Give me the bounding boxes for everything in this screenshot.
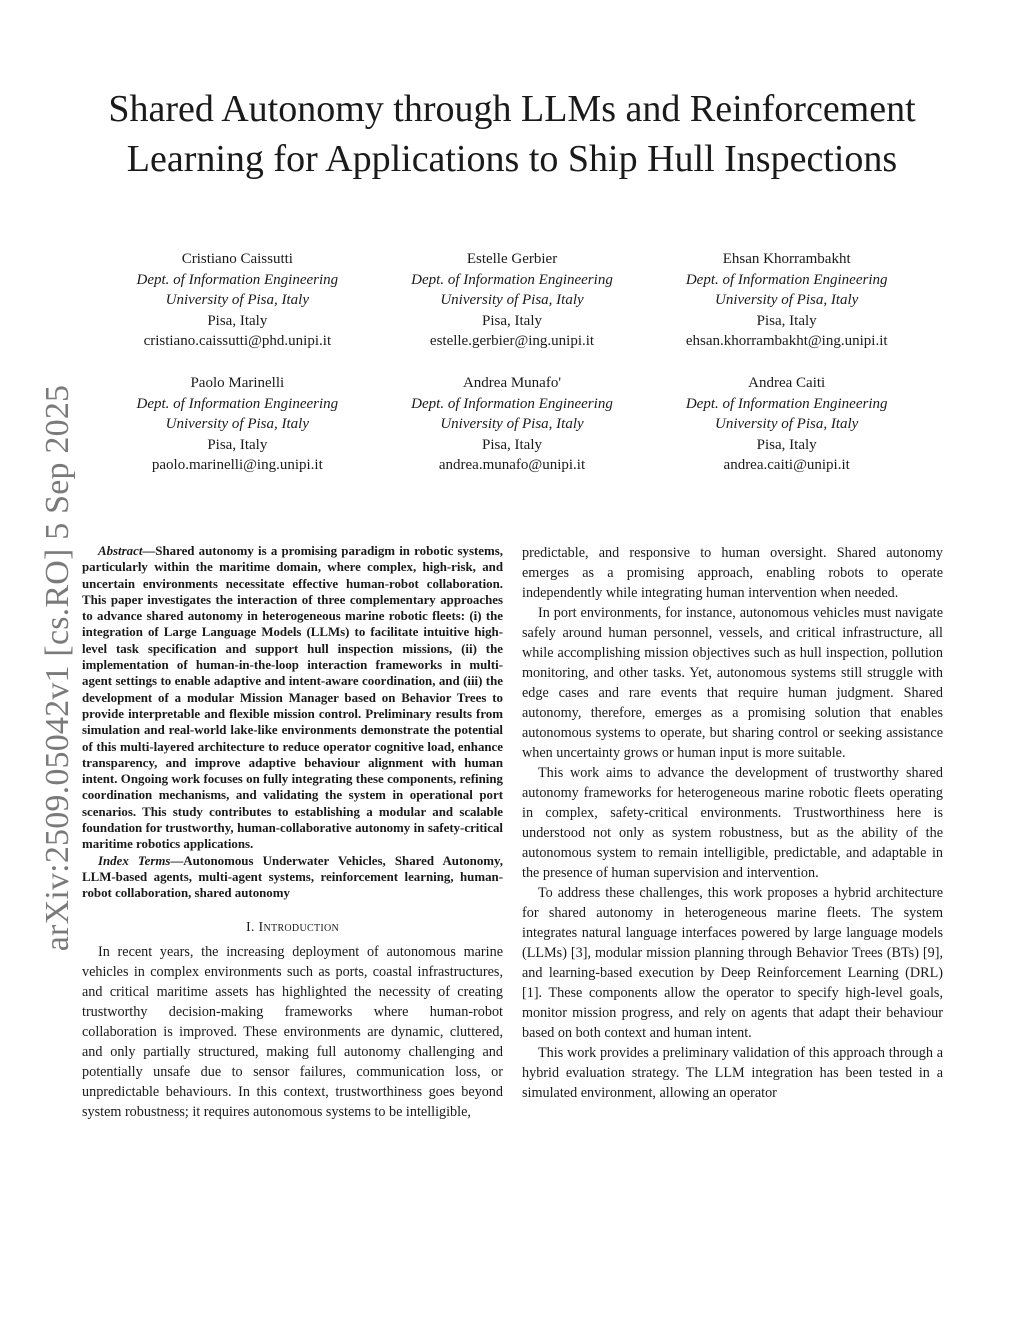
section-heading-introduction: [82, 920, 503, 936]
author-name: Ehsan Khorrambakht: [722, 251, 851, 267]
abstract: [82, 543, 503, 853]
right-column: [522, 543, 943, 1103]
author-university: University of Pisa, Italy: [165, 292, 309, 308]
author-block: [649, 373, 924, 476]
author-email: andrea.caiti@unipi.it: [723, 457, 850, 473]
author-city: Pisa, Italy: [482, 436, 542, 453]
author-block: [100, 373, 375, 476]
author-city: Pisa, Italy: [482, 312, 542, 329]
abstract-text: —Shared autonomy is a promising paradigm in robotic systems, particularly within the maritime domain, where complex, high-risk, and uncertain environments necessitate effective human-robot collaboration. This paper investigates the interaction of three complementary approaches to advance shared autonomy in heterogeneous marine robotic fleets: (i) the integration of Large Language Models (LLMs) to facilitate intuitive high-level task specification and support hull inspection missions, (ii) the implementation of human-in-the-loop interaction frameworks in multi-agent settings to enable adaptive and intent-aware coordination, and (iii) the development of a modular Mission Manager based on Behavior Trees to provide interpretable and flexible mission control. Preliminary results from simulation and real-world lake-like environments demonstrate the potential of this multi-layered architecture to reduce operator cognitive load, enhance transparency, and improve adaptive behaviour alignment with human intent. Ongoing work focuses on fully integrating these components, refining coordination mechanisms, and validating the system in operational port scenarios. This study contributes to establishing a modular and scalable foundation for trustworthy, human-collaborative autonomy in safety-critical maritime robotics applications.: [82, 544, 503, 852]
author-block: [375, 373, 650, 476]
author-email: cristiano.caissutti@phd.unipi.it: [143, 333, 332, 349]
author-university: University of Pisa, Italy: [715, 292, 859, 308]
arxiv-identifier-stamp: arXiv:2509.05042v1 [cs.RO] 5 Sep 2025: [39, 384, 76, 952]
body-paragraph: In recent years, the increasing deployment of autonomous marine vehicles in complex environments such as ports, coastal infrastructures, and critical maritime assets has highlighted the necessity of creating trustworthy decision-making frameworks where human-robot collaboration is improved. These environments are dynamic, cluttered, and only partially structured, making full autonomy challenging and potentially unsafe due to sensor failures, communication loss, or unpredictable behaviours. In this context, trustworthiness goes beyond system robustness; it requires autonomous systems to be intelligible,: [82, 943, 503, 1120]
body-paragraph: This work provides a preliminary validation of this approach through a hybrid evaluation strategy. The LLM integration has been tested in a simulated environment, allowing an operator: [522, 1045, 943, 1101]
author-city: Pisa, Italy: [207, 312, 268, 329]
author-university: University of Pisa, Italy: [440, 416, 584, 432]
left-column: [82, 543, 503, 1122]
author-dept: Dept. of Information Engineering: [685, 395, 888, 412]
author-name: Estelle Gerbier: [466, 251, 558, 267]
author-email: ehsan.khorrambakht@ing.unipi.it: [685, 333, 888, 349]
body-paragraph: To address these challenges, this work proposes a hybrid architecture for shared autonomy in heterogeneous marine fleets. The system integrates natural language interfaces powered by large language models (LLMs) [3], modular mission planning through Behavior Trees (BTs) [9], and learning-based execution by Deep Reinforcement Learning (DRL) [1]. These components allow the operator to specify high-level goals, monitor mission progress, and rely on agents that adapt their behaviour based on both context and human intent.: [522, 885, 943, 1041]
author-email: andrea.munafo@unipi.it: [438, 457, 586, 473]
author-dept: Dept. of Information Engineering: [136, 271, 339, 288]
author-block: [100, 249, 375, 352]
body-paragraph: This work aims to advance the development of trustworthy shared autonomy frameworks for heterogeneous marine robotic fleets operating in complex, safety-critical environments. Trustworthiness here is understood not only as system robustness, but as the ability of the autonomous system to remain intelligible, predictable, and adaptable in the presence of human supervision and intervention.: [522, 765, 943, 881]
index-terms-label: Index Terms: [98, 853, 171, 868]
author-name: Andrea Munafo': [462, 375, 562, 391]
body-paragraph: In port environments, for instance, autonomous vehicles must navigate safely around human personnel, vessels, and critical infrastructure, all while accomplishing mission objectives such as hull inspection, pollution monitoring, and other tasks. Yet, autonomous systems still struggle with edge cases and rare events that require human judgment. Shared autonomy, therefore, emerges as a promising solution that enables autonomous systems to operate, but sharing control or seeking assistance when uncertainty grows or human input is more suitable.: [522, 605, 943, 761]
author-city: Pisa, Italy: [756, 436, 817, 453]
author-row-2: [100, 373, 924, 476]
author-name: Andrea Caiti: [748, 375, 826, 391]
author-dept: Dept. of Information Engineering: [411, 271, 613, 288]
author-city: Pisa, Italy: [756, 312, 817, 329]
abstract-label: Abstract: [98, 544, 143, 558]
index-terms: [82, 853, 503, 902]
author-name: Paolo Marinelli: [190, 375, 285, 391]
author-university: University of Pisa, Italy: [440, 292, 584, 308]
author-dept: Dept. of Information Engineering: [136, 395, 339, 412]
paper-title: Shared Autonomy through LLMs and Reinforcement Learning for Applications to Ship Hull Inspections: [108, 88, 916, 180]
author-university: University of Pisa, Italy: [715, 416, 859, 432]
author-city: Pisa, Italy: [207, 436, 268, 453]
index-terms-text: —Autonomous Underwater Vehicles, Shared Autonomy, LLM-based agents, multi-agent systems, reinforcement learning, human-robot collaboration, shared autonomy: [82, 853, 503, 901]
section-title: Introduction: [258, 919, 340, 935]
author-block: [649, 249, 924, 352]
author-block: [375, 249, 650, 352]
author-dept: Dept. of Information Engineering: [685, 271, 888, 288]
author-row-1: [100, 249, 924, 352]
author-email: estelle.gerbier@ing.unipi.it: [429, 333, 595, 349]
author-dept: Dept. of Information Engineering: [411, 395, 613, 412]
body-paragraph: predictable, and responsive to human oversight. Shared autonomy emerges as a promising approach, enabling robots to operate independently while integrating human intervention when needed.: [522, 545, 943, 601]
author-email: paolo.marinelli@ing.unipi.it: [151, 457, 323, 473]
section-number: I.: [245, 919, 255, 935]
author-university: University of Pisa, Italy: [165, 416, 309, 432]
author-name: Cristiano Caissutti: [181, 251, 293, 267]
